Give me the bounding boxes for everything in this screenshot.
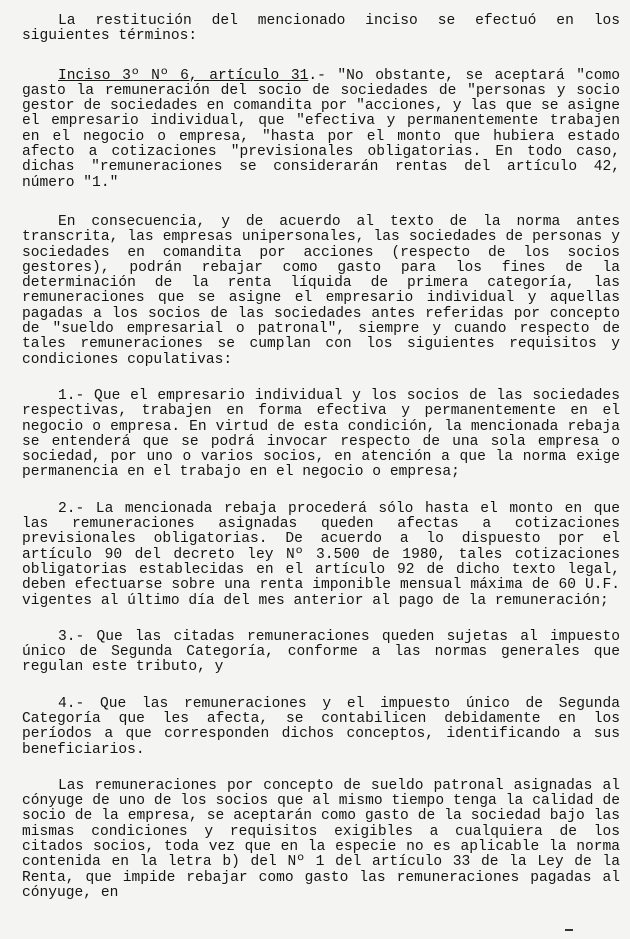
requirement-2: 2.- La mencionada rebaja procederá sólo hasta el monto en que las remuneraciones asignadas queden afectas a cotizaciones previsionales obligatorias. De acuerdo a lo dispuesto por el artículo 90 del decreto ley Nº 3.500 de 1980, tales cotizaciones obligatorias establecidas en el artículo 92 de dicho texto legal, deben efectuarse sobre una renta imponible mensual máxima de 60 U.F. vigentes al último día del mes anterior al pago de la remuneración;	[22, 500, 620, 609]
consecuencia-paragraph: En consecuencia, y de acuerdo al texto de la norma antes transcrita, las empresas unipersonales, las sociedades de personas y sociedades en comandita por acciones (respecto de los socios gestores), podrán rebajar como gasto para los fines de la determinación de la renta líquida de primera categoría, las remuneraciones que se asigne el empresario individual y aquellas pagadas a los socios de las sociedades antes referidas por concepto de "sueldo empresarial o patronal", siempre y cuando respecto de tales remuneraciones se cumplan con los siguientes requisitos y condiciones copulativas:	[22, 213, 620, 368]
quoted-article-text: .- "No obstante, se aceptará "como gasto la remuneración del socio de sociedades de "personas y socio gestor de sociedades en comandita por "acciones, y las que se asigne el empresario individual, que "efectiva y permanentemente trabajen en el negocio o empresa, "hasta por el monto que hubiera estado afecto a cotizaciones "previsionales obligatorias. En todo caso, dichas "remuneraciones se considerarán rentas del artículo 42, número "1."	[22, 67, 620, 191]
requirement-1: 1.- Que el empresario individual y los socios de las sociedades respectivas, trabajen en forma efectiva y permanentemente en el negocio o empresa. En virtud de esta condición, la mencionada rebaja se entenderá que se podrá invocar respecto de una sola empresa o sociedad, por uno o varios socios, en atención a que la norma exige permanencia en el trabajo en el negocio o empresa;	[22, 387, 620, 481]
final-paragraph: Las remuneraciones por concepto de sueldo patronal asignadas al cónyuge de uno de los socios que al mismo tiempo tenga la calidad de socio de la empresa, se aceptarán como gasto de la sociedad bajo las mismas condiciones y requisitos exigibles a cualquiera de los citados socios, toda vez que en la especie no es aplicable la norma contenida en la letra b) del Nº 1 del artículo 33 de la Ley de la Renta, que impide rebajar como gasto las remuneraciones pagadas al cónyuge, en	[22, 777, 620, 901]
requirement-4: 4.- Que las remuneraciones y el impuesto único de Segunda Categoría que les afecta, se contabilicen debidamente en los períodos a que corresponden dichos conceptos, identificando a sus beneficiarios.	[22, 695, 620, 758]
scan-mark	[565, 929, 573, 931]
requirement-3: 3.- Que las citadas remuneraciones queden sujetas al impuesto único de Segunda Categoría, conforme a las normas generales que regulan este tributo, y	[22, 628, 620, 676]
article-reference: Inciso 3º Nº 6, artículo 31	[58, 67, 309, 84]
quoted-article-paragraph	[22, 69, 620, 191]
intro-paragraph: La restitución del mencionado inciso se efectuó en los siguientes términos:	[22, 13, 620, 45]
